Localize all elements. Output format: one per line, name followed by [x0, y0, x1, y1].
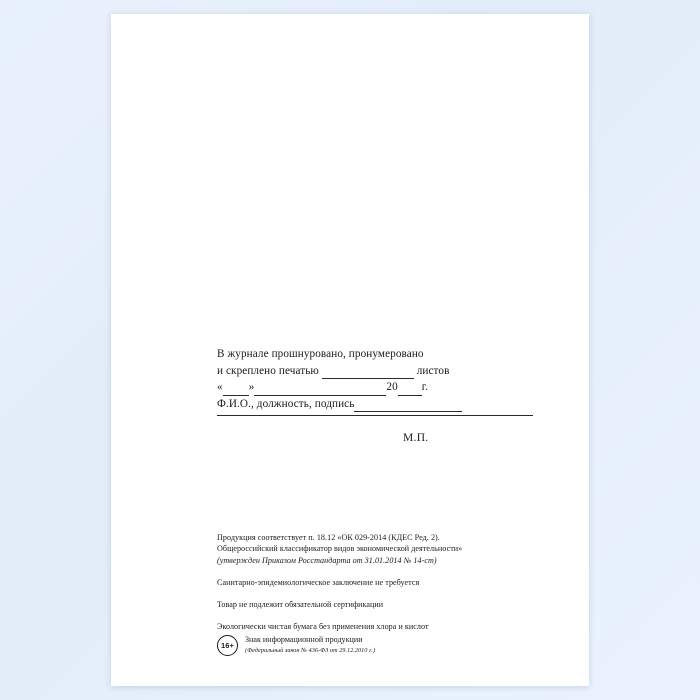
legal-gap-3: [217, 610, 557, 621]
signature-line-3-date: [217, 379, 547, 396]
signature-line-2-prefix: и скреплено печатью: [217, 364, 319, 377]
signature-blank: [354, 400, 462, 412]
info-mark-subtitle: (Федеральный закон № 436-ФЗ от 29.12.2010 г.): [245, 646, 376, 654]
legal-p4: Экологически чистая бумага без применения хлора и кислот: [217, 622, 429, 632]
month-blank: [254, 384, 386, 396]
document-page: [111, 14, 589, 686]
signature-line-2: [217, 363, 547, 380]
signature-block: [217, 346, 547, 416]
legal-p1-line1: Продукция соответствует п. 18.12 «ОК 029-2014 (КДЕС Ред. 2).: [217, 533, 440, 542]
legal-gap-1: [217, 566, 557, 577]
legal-gap-2: [217, 588, 557, 599]
sheets-count-blank: [322, 367, 414, 379]
signature-line-1: В журнале прошнуровано, пронумеровано: [217, 348, 424, 360]
legal-p1-line3: (утвержден Приказом Росстандарта от 31.01.2014 № 14-ст): [217, 555, 437, 565]
signature-line-2-suffix: листов: [416, 364, 450, 377]
legal-p1-line2: Общероссийский классификатор видов экономической деятельности»: [217, 544, 463, 554]
date-year: 20: [386, 381, 398, 393]
legal-p2: Санитарно-эпидемиологическое заключение не требуется: [217, 577, 420, 587]
legal-notes: [217, 532, 557, 633]
stamp-label: М.П.: [403, 432, 429, 444]
date-quote-open: «: [217, 381, 223, 393]
info-mark-title: Знак информационной продукции: [245, 635, 363, 644]
age-rating-icon: 16+: [217, 635, 238, 656]
date-quote-close: »: [248, 381, 255, 393]
info-mark-row: [217, 634, 375, 656]
day-blank: [223, 384, 249, 396]
legal-p3: Товар не подлежит обязательной сертификации: [217, 600, 384, 610]
info-mark-text: [245, 634, 375, 655]
date-year-suffix: г.: [421, 381, 429, 393]
signature-line-4: [217, 396, 547, 413]
signature-rule-full: [217, 414, 533, 416]
signature-line-4-label: Ф.И.О., должность, подпись: [217, 397, 355, 410]
year-blank: [398, 384, 422, 396]
